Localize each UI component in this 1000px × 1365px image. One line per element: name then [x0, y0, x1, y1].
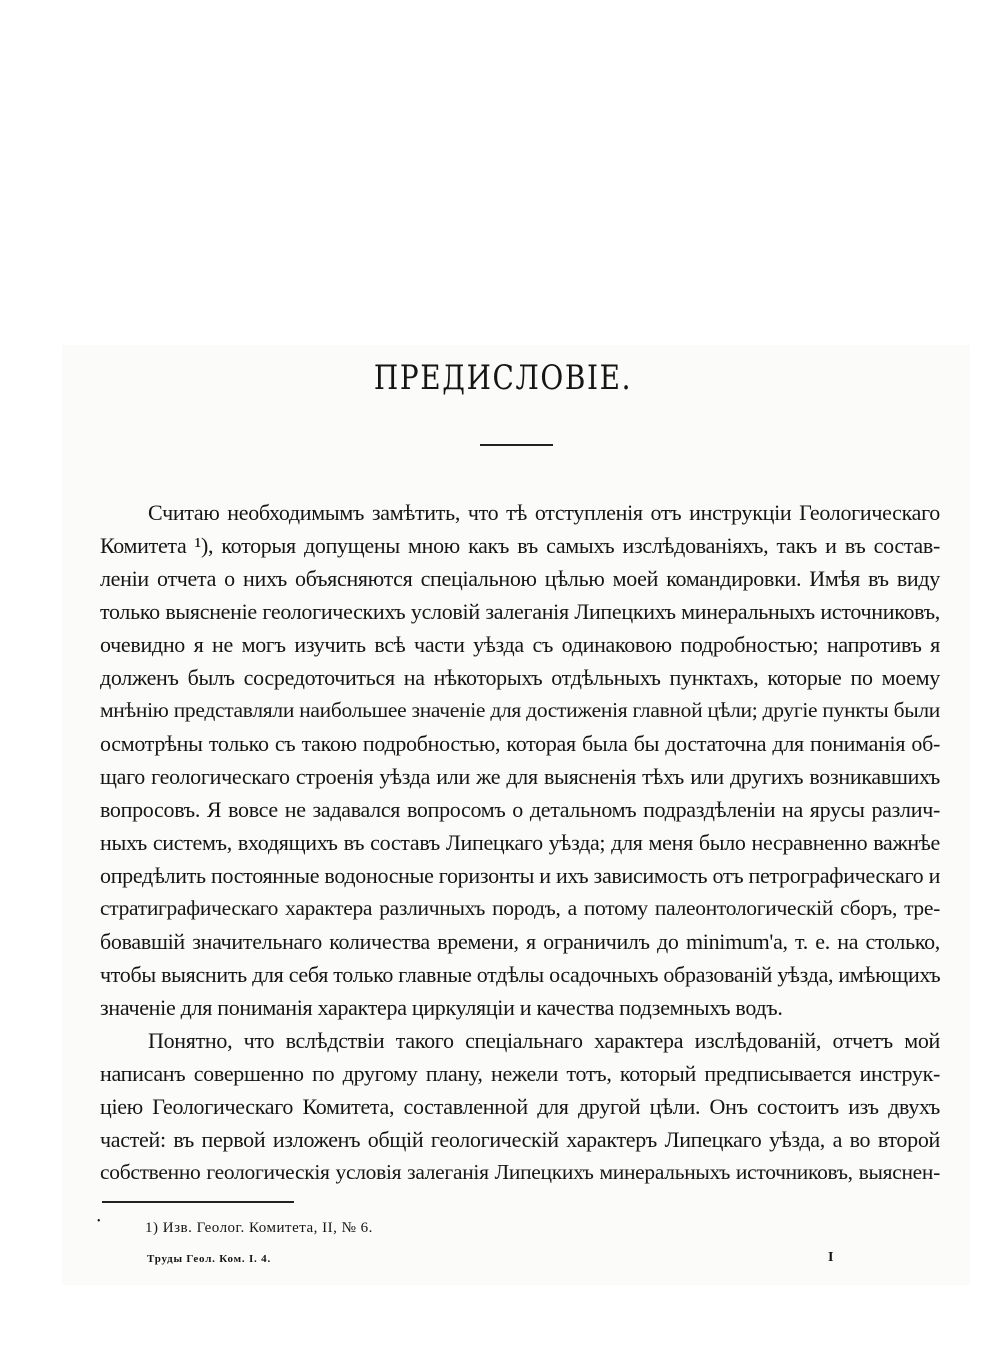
text-line: чтобы выяснить для себя только главные отдѣлы осадочныхъ образованій уѣзда, имѣющихъ: [100, 962, 941, 987]
footnote-rule: [102, 1201, 294, 1203]
title-rule: [480, 444, 553, 446]
text-line: стратиграфическаго характера различныхъ породъ, а потому палеонтологическій сборъ, тре-: [100, 896, 940, 920]
text-line: Считаю необходимымъ замѣтить, что тѣ отступленія отъ инструкціи Геологическаго: [148, 500, 940, 525]
paragraph-1: [100, 496, 940, 1024]
text-line: ціею Геологическаго Комитета, составленной для другой цѣли. Онъ состоитъ изъ двухъ: [100, 1094, 940, 1119]
text-line: частей: въ первой изложенъ общій геологическій характеръ Липецкаго уѣзда, а во второй: [100, 1127, 940, 1152]
text-line: только выясненіе геологическихъ условій залеганія Липецкихъ минеральныхъ источниковъ,: [100, 599, 940, 624]
text-line: значеніе для пониманія характера циркуляціи и качества подземныхъ водъ.: [100, 995, 783, 1020]
footnote: 1) Изв. Геолог. Комитета, II, № 6.: [145, 1220, 373, 1236]
text-line: леніи отчета о нихъ объясняются спеціальною цѣлью моей командировки. Имѣя въ виду: [100, 566, 940, 591]
page-title: ПРЕДИСЛОВІЕ.: [373, 358, 633, 398]
text-line: вопросовъ. Я вовсе не задавался вопросомъ о детальномъ подраздѣленіи на ярусы различ-: [100, 797, 940, 822]
text-line: собственно геологическія условія залеганія Липецкихъ минеральныхъ источниковъ, выяснен-: [100, 1160, 940, 1184]
paragraph-2: [100, 1024, 940, 1189]
text-line: долженъ былъ сосредоточиться на нѣкоторыхъ отдѣльныхъ пунктахъ, которые по моему: [100, 665, 940, 690]
text-line: осмотрѣны только съ такою подробностью, которая была бы достаточна для пониманія об-: [100, 731, 940, 756]
body-text: [100, 496, 940, 1189]
text-line: бовавшій значительнаго количества времени, я ограничилъ до minimum'а, т. е. на столько,: [100, 929, 940, 954]
signature-mark: I: [828, 1250, 834, 1265]
running-foot: Труды Геол. Ком. I. 4.: [147, 1253, 272, 1265]
text-line: Комитета ¹), которыя допущены мною какъ въ самыхъ изслѣдованіяхъ, такъ и въ состав-: [100, 533, 940, 558]
text-line: очевидно я не могъ изучить всѣ части уѣзда съ одинаковою подробностью; напротивъ я: [100, 632, 940, 657]
text-line: Понятно, что вслѣдствіи такого спеціальнаго характера изслѣдованій, отчетъ мой: [148, 1028, 940, 1053]
text-line: опредѣлить постоянные водоносные горизонты и ихъ зависимость отъ петрографическаго и: [100, 863, 941, 888]
text-line: написанъ совершенно по другому плану, нежели тотъ, который предписывается инструк-: [100, 1061, 940, 1086]
text-line: мнѣнію представляли наибольшее значеніе для достиженія главной цѣли; другіе пункты были: [100, 698, 940, 722]
text-line: ныхъ системъ, входящихъ въ составъ Липецкаго уѣзда; для меня было несравненно важнѣе: [100, 830, 940, 855]
print-speck: •: [97, 1216, 101, 1227]
text-line: щаго геологическаго строенія уѣзда или же для выясненія тѣхъ или другихъ возникавшихъ: [100, 764, 940, 789]
